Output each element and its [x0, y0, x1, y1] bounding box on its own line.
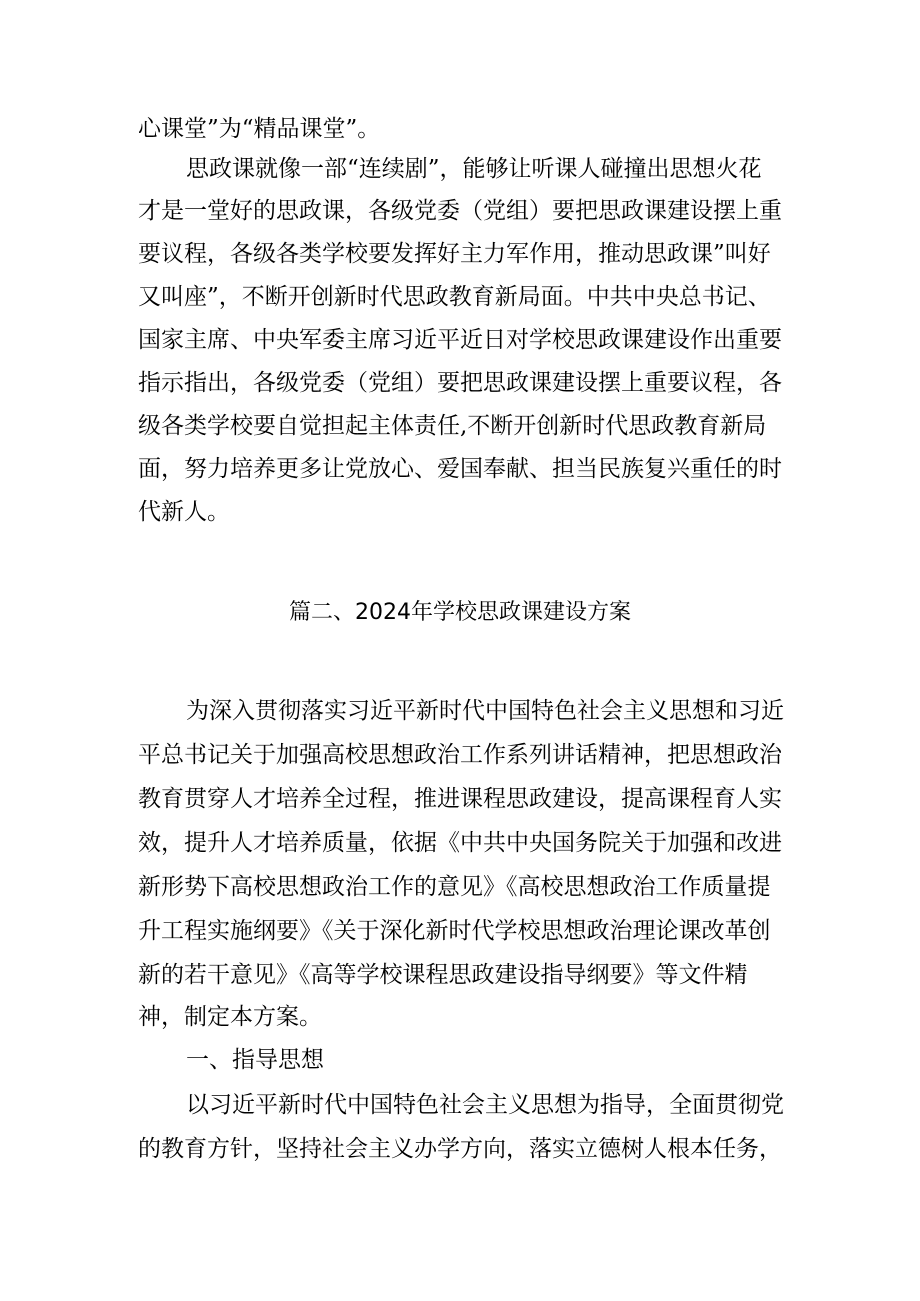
- paragraph-line: 才是一堂好的思政课，各级党委（党组）要把思政课建设摆上重: [138, 198, 782, 224]
- paragraph-line: 心课堂”为“精品课堂”。: [138, 116, 381, 142]
- subheading: 一、指导思想: [186, 1047, 324, 1073]
- paragraph-line: 教育贯穿人才培养全过程，推进课程思政建设，提高课程育人实: [138, 786, 782, 812]
- paragraph-line: 代新人。: [138, 499, 230, 525]
- paragraph-line: 面，努力培养更多让党放心、爱国奉献、担当民族复兴重任的时: [138, 456, 782, 482]
- paragraph-line: 神，制定本方案。: [138, 1004, 322, 1030]
- section-title: 篇二、2024年学校思政课建设方案: [289, 600, 631, 625]
- paragraph-line: 级各类学校要自觉担起主体责任,不断开创新时代思政教育新局: [138, 413, 767, 439]
- paragraph-line: 升工程实施纲要》《关于深化新时代学校思想政治理论课改革创: [138, 918, 771, 944]
- paragraph-line: 国家主席、中央军委主席习近平近日对学校思政课建设作出重要: [138, 327, 782, 353]
- paragraph-line: 为深入贯彻落实习近平新时代中国特色社会主义思想和习近: [186, 698, 784, 724]
- paragraph-line: 新的若干意见》《高等学校课程思政建设指导纲要》等文件精: [138, 962, 748, 988]
- paragraph-line: 以习近平新时代中国特色社会主义思想为指导，全面贯彻党: [186, 1092, 784, 1118]
- paragraph-line: 又叫座”，不断开创新时代思政教育新局面。中共中央总书记、: [138, 284, 771, 310]
- paragraph-line: 思政课就像一部“连续剧”，能够让听课人碰撞出思想火花: [186, 156, 762, 182]
- paragraph-line: 效，提升人才培养质量，依据《中共中央国务院关于加强和改进: [138, 830, 782, 856]
- paragraph-line: 的教育方针，坚持社会主义办学方向，落实立德树人根本任务，: [138, 1136, 782, 1162]
- paragraph-line: 新形势下高校思想政治工作的意见》《高校思想政治工作质量提: [138, 874, 771, 900]
- paragraph-line: 要议程，各级各类学校要发挥好主力军作用，推动思政课”叫好: [138, 241, 771, 267]
- paragraph-line: 指示指出，各级党委（党组）要把思政课建设摆上重要议程，各: [138, 370, 782, 396]
- paragraph-line: 平总书记关于加强高校思想政治工作系列讲话精神，把思想政治: [138, 742, 782, 768]
